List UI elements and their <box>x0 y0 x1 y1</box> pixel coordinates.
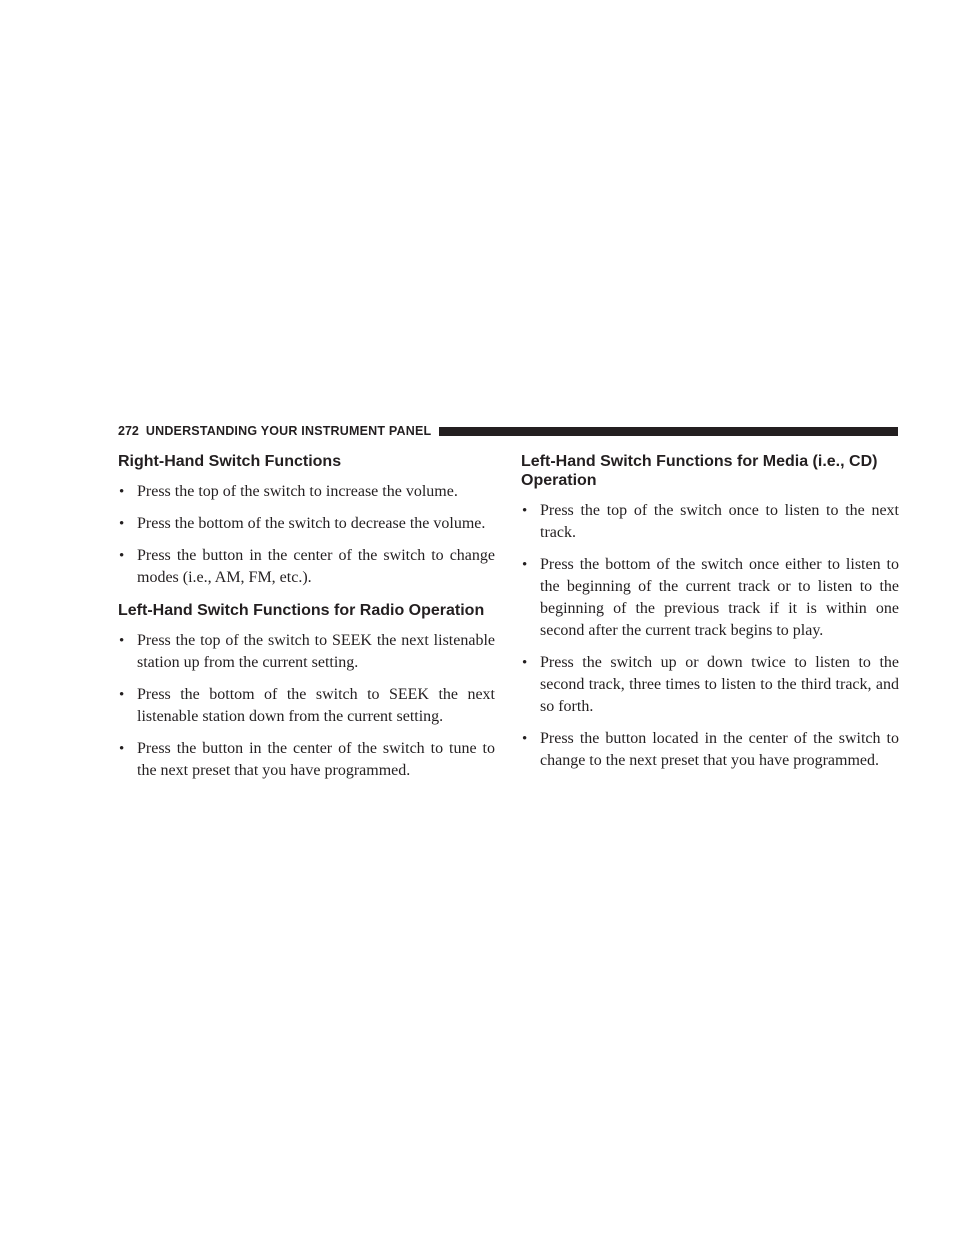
section-heading-left-hand-media: Left-Hand Switch Functions for Media (i.e., CD) Operation <box>521 453 878 489</box>
bullet-icon: • <box>119 516 125 532</box>
section-heading-left-hand-radio: Left-Hand Switch Functions for Radio Operation <box>118 602 485 619</box>
list-item: • Press the top of the switch to increase the volume. <box>118 481 495 503</box>
bullet-icon: • <box>522 557 528 573</box>
bullet-icon: • <box>119 548 125 564</box>
page-header <box>118 420 898 442</box>
right-hand-switch-list <box>118 481 495 589</box>
left-hand-media-list <box>521 500 899 772</box>
left-column <box>118 452 495 792</box>
bullet-icon: • <box>522 731 528 747</box>
list-item: • Press the button located in the center of the switch to change to the next preset that you have programmed. <box>522 730 899 769</box>
bullet-icon: • <box>119 741 125 757</box>
list-item: • Press the top of the switch to SEEK the next listenable station up from the current setting. <box>119 632 495 671</box>
bullet-icon: • <box>522 655 528 671</box>
page-number: 272 <box>118 424 139 438</box>
section-heading-right-hand-switch: Right-Hand Switch Functions <box>118 453 342 470</box>
header-rule <box>439 427 898 436</box>
list-item: • Press the bottom of the switch once either to listen to the beginning of the current track or to listen to the beginning of the previous track if it is within one second after the current track begins to play. <box>522 556 899 639</box>
list-item: • Press the bottom of the switch to decrease the volume. <box>118 513 495 535</box>
bullet-icon: • <box>119 633 125 649</box>
list-item: • Press the top of the switch once to listen to the next track. <box>522 502 899 541</box>
list-item: • Press the switch up or down twice to listen to the second track, three times to listen to the third track, and so forth. <box>522 654 899 715</box>
bullet-icon: • <box>522 503 528 519</box>
bullet-icon: • <box>119 484 125 500</box>
list-item: • Press the bottom of the switch to SEEK the next listenable station down from the current setting. <box>119 686 495 725</box>
list-item: • Press the button in the center of the switch to change modes (i.e., AM, FM, etc.). <box>119 547 495 586</box>
right-column <box>521 452 899 782</box>
bullet-icon: • <box>119 687 125 703</box>
list-item: • Press the button in the center of the switch to tune to the next preset that you have programmed. <box>119 740 495 779</box>
running-section-title: UNDERSTANDING YOUR INSTRUMENT PANEL <box>145 424 432 438</box>
left-hand-radio-list <box>118 630 495 782</box>
